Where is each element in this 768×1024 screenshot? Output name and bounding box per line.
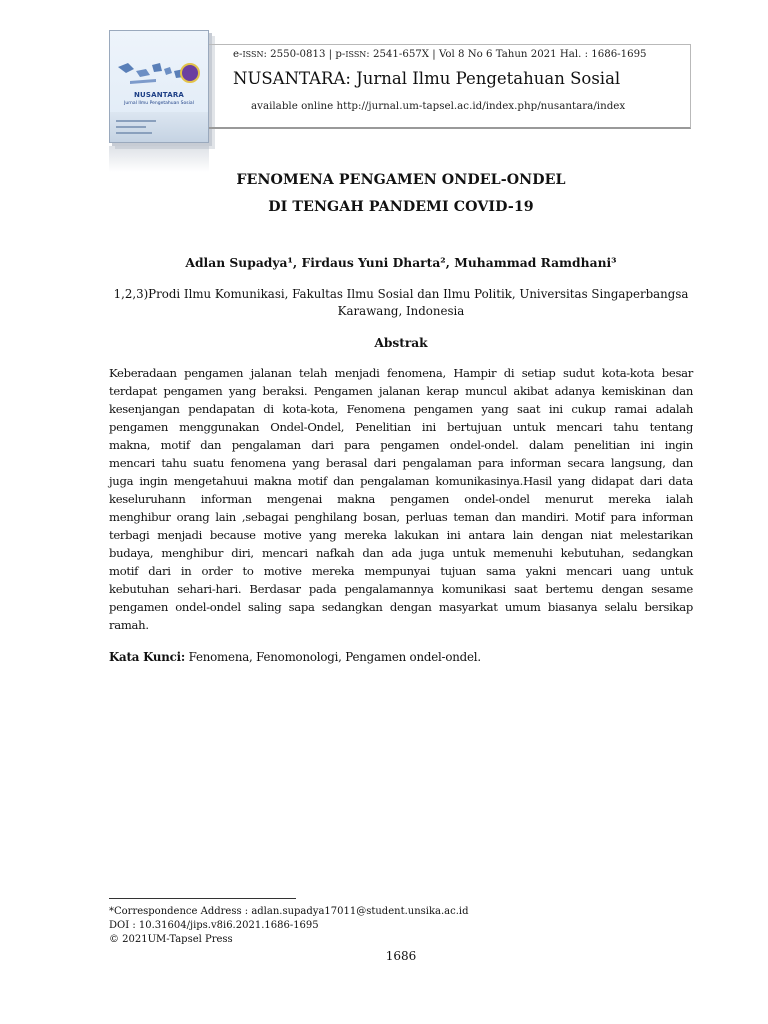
copyright-line: © 2021UM-Tapsel Press (109, 934, 233, 945)
article-title-line-2: DI TENGAH PANDEMI COVID-19 (268, 199, 534, 215)
e-issn-prefix: e- (233, 49, 243, 60)
affiliation-line-2: Karawang, Indonesia (337, 304, 465, 318)
p-issn-value: : 2541-657X | Vol 8 No 6 Tahun 2021 Hal. : 1686-1695 (366, 49, 647, 60)
cover-reflection (109, 146, 209, 172)
abstract-line: kesenjangan pendapatan di kota-kota, Fenomena pengamen yang saat ini cukup ramai adalah (109, 402, 693, 416)
indonesia-map-graphic (116, 57, 186, 89)
p-issn-label: ISSN (345, 50, 367, 59)
abstract-line: budaya, menghibur diri, mencari nafkah dan ada juga untuk memenuhi kebutuhan, sedangkan (109, 546, 693, 560)
cover-subtitle: Jurnal Ilmu Pengetahuan Sosial (124, 101, 194, 106)
footnote-divider (109, 898, 296, 899)
keywords-text: Fenomena, Fenomonologi, Pengamen ondel-ondel. (185, 650, 481, 664)
correspondence-address[interactable]: *Correspondence Address : adlan.supadya17011@student.unsika.ac.id (109, 906, 469, 917)
doi-line[interactable]: DOI : 10.31604/jips.v8i6.2021.1686-1695 (109, 920, 319, 931)
abstract-line: Keberadaan pengamen jalanan telah menjadi fenomena, Hampir di setiap sudut kota-kota besar (109, 366, 693, 380)
page-number: 1686 (385, 949, 417, 963)
journal-cover-image (109, 30, 209, 143)
abstract-line: ramah. (109, 618, 149, 632)
e-issn-value: : 2550-0813 | p- (263, 49, 346, 60)
abstract-line: pengamen menggunakan Ondel-Ondel, Penelitian ini bertujuan untuk mencari tahu tentang (109, 420, 693, 434)
abstract-line: terdapat pengamen yang beraksi. Pengamen jalanan kerap muncul akibat adanya kemiskinan dan (109, 384, 693, 398)
abstract-line: juga ingin mengetahuui makna motif dan pengalaman komunikasinya.Hasil yang didapat dari data (109, 474, 693, 488)
abstract-body (109, 364, 693, 634)
issn-line (233, 49, 647, 60)
e-issn-label: ISSN (242, 50, 264, 59)
affiliation-line-1: 1,2,3)Prodi Ilmu Komunikasi, Fakultas Ilmu Sosial dan Ilmu Politik, Universitas Singaperbangsa (113, 287, 689, 301)
abstract-line: pengamen ondel-ondel saling sapa sedangkan dengan masyarkat umum biasanya selalu bersikap (109, 600, 693, 614)
abstract-line: kebutuhan sehari-hari. Berdasar pada pengalamannya komunikasi saat bertemu dengan sesame (109, 582, 693, 596)
journal-title: NUSANTARA: Jurnal Ilmu Pengetahuan Sosial (233, 69, 621, 88)
abstract-line: makna, motif dan pengalaman dari para pengamen ondel-ondel. dalam penelitian ini ingin (109, 438, 693, 452)
cover-title: NUSANTARA (133, 91, 185, 99)
cover-band (110, 112, 208, 142)
journal-url-line[interactable]: available online http://jurnal.um-tapsel.ac.id/index.php/nusantara/index (251, 100, 626, 112)
abstract-line: terbagi menjadi because motive yang mereka lakukan ini antara lain dengan niat melestarikan (109, 528, 693, 542)
author-list: Adlan Supadya¹, Firdaus Yuni Dharta², Muhammad Ramdhani³ (185, 255, 617, 270)
abstract-heading: Abstrak (374, 336, 428, 350)
abstract-line: menghibur orang lain ,sebagai penghilang bosan, perluas teman dan mandiri. Motif para informan (109, 510, 693, 524)
keywords-line (109, 650, 481, 664)
abstract-line: mencari tahu suatu fenomena yang berasal dari pengalaman para informan secara langsung, dan (109, 456, 693, 470)
university-logo (180, 63, 200, 83)
keywords-label: Kata Kunci: (109, 650, 186, 664)
article-title-line-1: FENOMENA PENGAMEN ONDEL-ONDEL (236, 172, 566, 188)
abstract-line: keseluruhann informan mengenai makna pengamen ondel-ondel menurut mereka ialah (109, 492, 693, 506)
abstract-line: motif dari in order to motive mereka mempunyai tujuan sama yakni mencari uang untuk (109, 564, 693, 578)
